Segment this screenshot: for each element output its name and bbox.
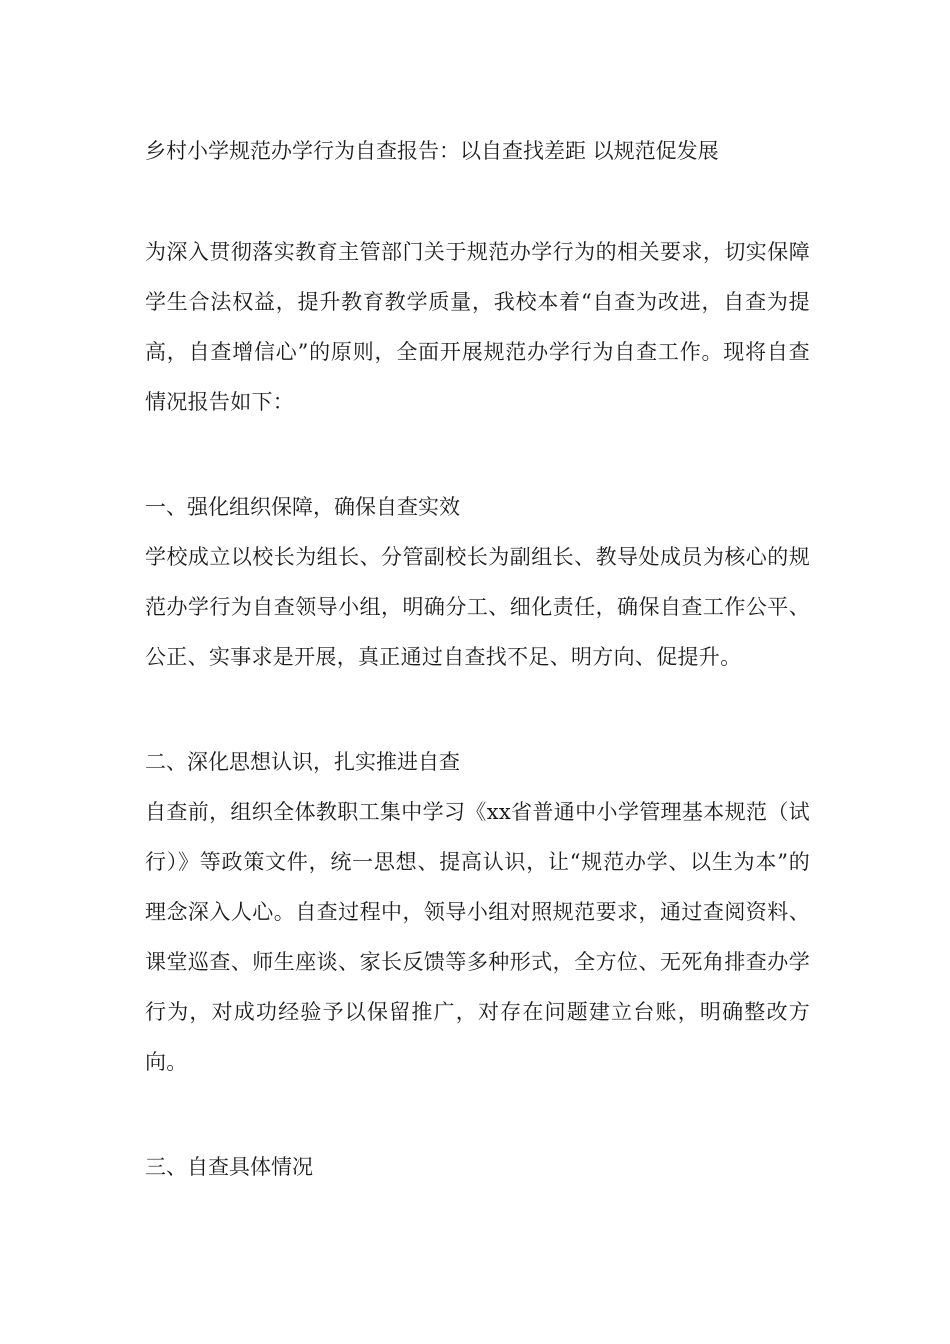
section-2-heading: 二、深化思想认识，扎实推进自查 [145, 750, 460, 774]
document-content [145, 133, 810, 1185]
document-title: 乡村小学规范办学行为自查报告：以自查找差距 以规范促发展 [145, 139, 719, 163]
intro-paragraph: 为深入贯彻落实教育主管部门关于规范办学行为的相关要求，切实保障学生合法权益，提升教育教学质量，我校本着“自查为改进，自查为提高，自查增信心”的原则，全面开展规范办学行为自查工作。现将自查情况报告如下： [145, 240, 810, 414]
section-1-heading: 一、强化组织保障，确保自查实效 [145, 495, 460, 519]
section-3-heading: 三、自查具体情况 [145, 1155, 313, 1179]
section-1-body: 学校成立以校长为组长、分管副校长为副组长、教导处成员为核心的规范办学行为自查领导小组，明确分工、细化责任，确保自查工作公平、公正、实事求是开展，真正通过自查找不足、明方向、促提升。 [145, 545, 810, 669]
section-2-body: 自查前，组织全体教职工集中学习《xx省普通中小学管理基本规范（试行）》等政策文件，统一思想、提高认识，让“规范办学、以生为本”的理念深入人心。自查过程中，领导小组对照规范要求，通过查阅资料、课堂巡查、师生座谈、家长反馈等多种形式，全方位、无死角排查办学行为，对成功经验予以保留推广，对存在问题建立台账，明确整改方向。 [145, 800, 810, 1074]
